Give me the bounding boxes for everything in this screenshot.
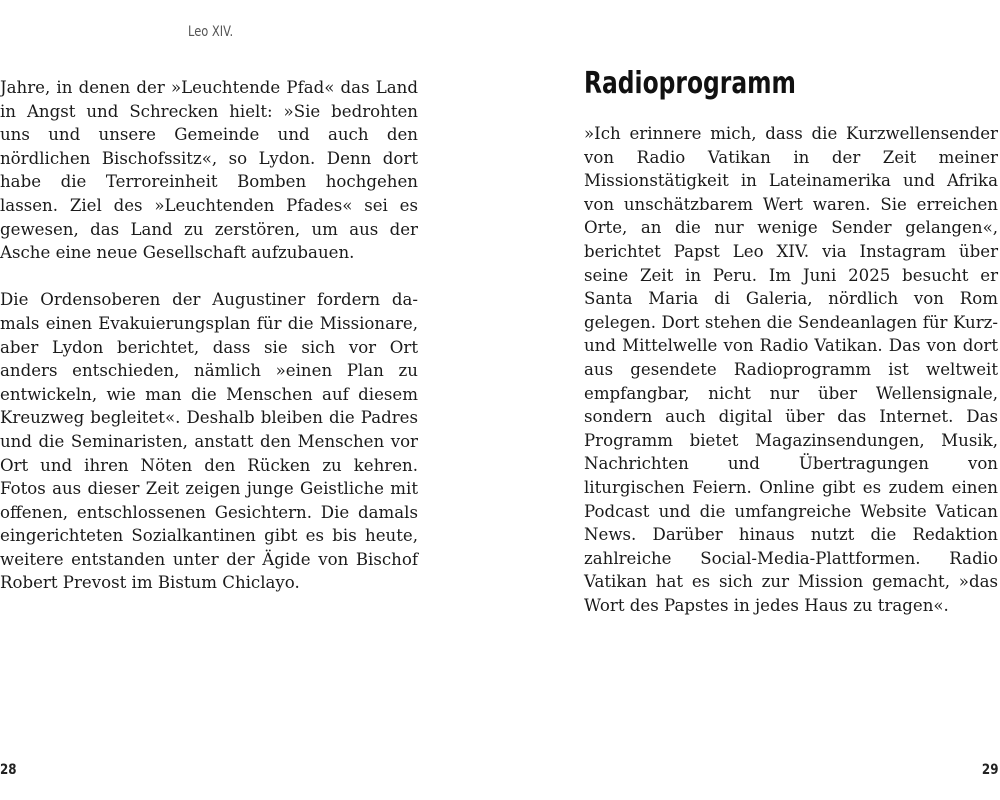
body-paragraph: Jahre, in denen der »Leuchtende Pfad« das Land in Angst und Schrecken hielt: »Sie bedrohten uns und unsere Gemeinde und auch den nördlichen Bischofssitz«, so Lydon. Denn dort habe die Terroreinheit Bomben hochgehen lassen. Ziel des »Leuchtenden Pfades« sei es gewesen, das Land zu zerstören, um aus der Asche eine neue Gesellschaft aufzubauen.: [0, 78, 418, 263]
body-paragraph: »Ich erinnere mich, dass die Kurzwellensender von Radio Vatikan in der Zeit meiner Missionstätigkeit in Lateinamerika und Afrika von unschätzbarem Wert waren. Sie erreichen Orte, an die nur wenige Sender gelangen«, berichtet Papst Leo XIV. via Instagram über seine Zeit in Peru. Im Juni 2025 besucht er Santa Maria di Galeria, nördlich von Rom gelegen. Dort stehen die Sendeanlagen für Kurz- und Mittelwelle von Radio Vatikan. Das von dort aus gesendete Radioprogramm ist weltweit empfangbar, nicht nur über Wellensignale, sondern auch digital über das Internet. Das Programm bietet Magazinsendungen, Musik, Nachrichten und Übertragungen von liturgischen Feiern. Online gibt es zudem einen Podcast und die umfangreiche Website Vatican News. Darüber hinaus nutzt die Redaktion zahlreiche Social-Media-Plattformen. Radio Vatikan hat es sich zur Mission gemacht, »das Wort des Papstes in jedes Haus zu tragen«.: [584, 124, 998, 615]
page-number-right: 29: [981, 762, 998, 778]
running-head: Leo XIV.: [188, 24, 234, 40]
right-page-body: [584, 122, 998, 617]
body-paragraph: Die Ordensoberen der Augustiner fordern damals einen Evakuierungsplan für die Missionare, aber Lydon berichtet, dass sie sich vor Ort anders entschieden, nämlich »einen Plan zu entwickeln, wie man die Menschen auf diesem Kreuzweg begleitet«. Deshalb bleiben die Padres und die Seminaristen, anstatt den Menschen vor Ort und ihren Nöten den Rücken zu kehren. Fotos aus dieser Zeit zeigen junge Geistliche mit offenen, entschlossenen Gesichtern. Die damals eingerichteten Sozialkantinen gibt es bis heute, weitere entstanden unter der Ägide von Bischof Robert Prevost im Bistum Chiclayo.: [0, 290, 418, 593]
section-heading: Radioprogramm: [584, 66, 796, 101]
left-page-body: [0, 76, 418, 595]
page-number-left: 28: [0, 762, 17, 778]
